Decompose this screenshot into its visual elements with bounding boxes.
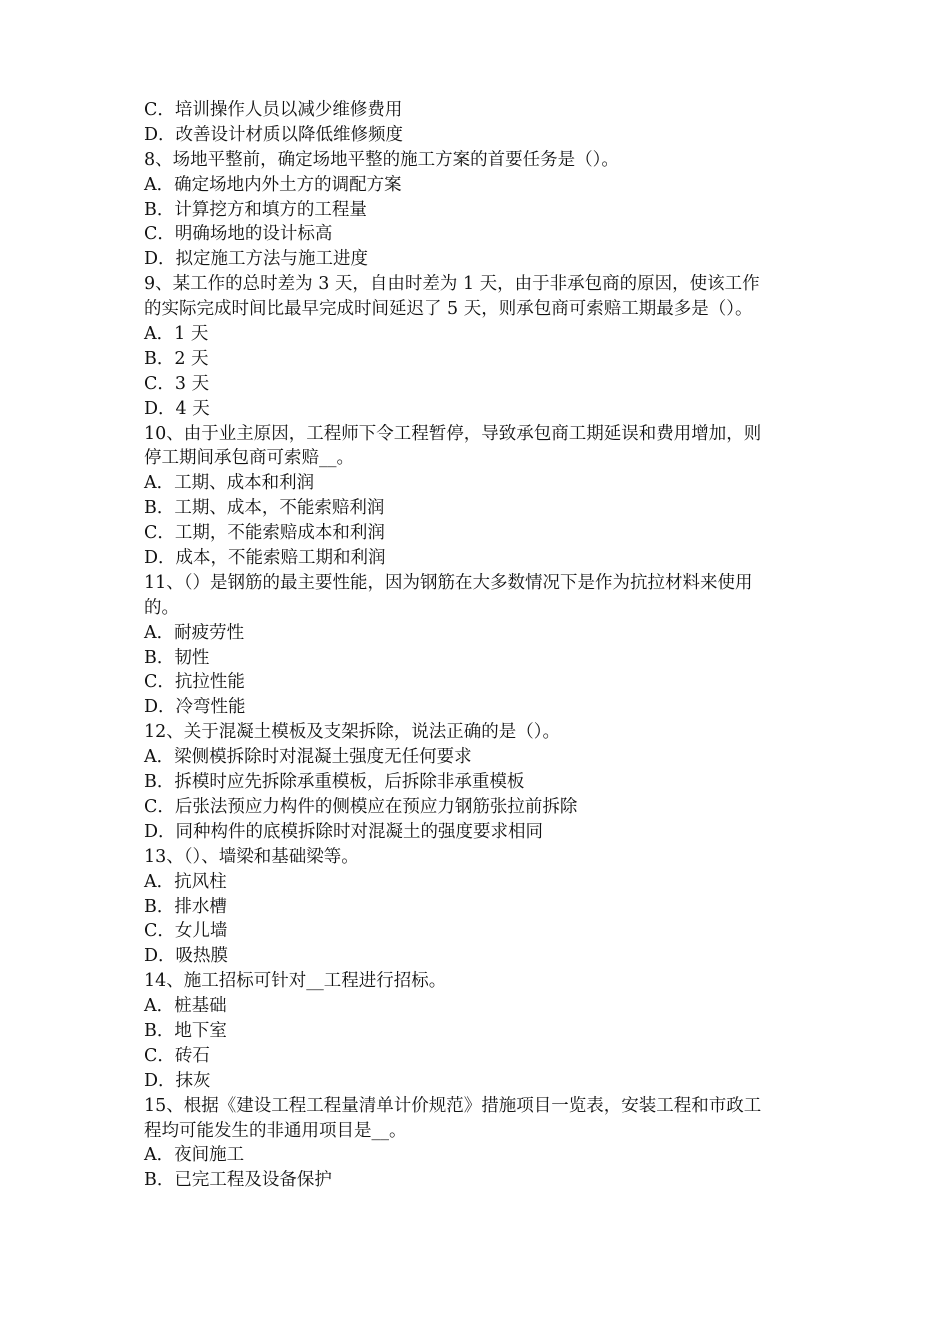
option-line: C．抗拉性能 xyxy=(144,672,245,693)
option-line: A．确定场地内外土方的调配方案 xyxy=(144,174,402,195)
option-line: A．1 天 xyxy=(144,324,209,345)
question-line: 的。 xyxy=(144,597,179,618)
option-line: B．拆模时应先拆除承重模板，后拆除非承重模板 xyxy=(144,772,525,793)
option-line: C．培训操作人员以减少维修费用 xyxy=(144,100,403,120)
option-line: B．2 天 xyxy=(144,348,209,369)
option-line: B．排水槽 xyxy=(144,896,227,917)
option-line: D．成本，不能索赔工期和利润 xyxy=(144,548,386,569)
option-line: A．夜间施工 xyxy=(144,1145,245,1166)
option-line: C．后张法预应力构件的侧模应在预应力钢筋张拉前拆除 xyxy=(144,796,578,817)
option-line: C．女儿墙 xyxy=(144,921,228,942)
option-line: A．桩基础 xyxy=(144,996,227,1017)
option-line: B．地下室 xyxy=(144,1020,227,1041)
question-line: 停工期间承包商可索赔__。 xyxy=(144,448,354,469)
option-line: D．拟定施工方法与施工进度 xyxy=(144,249,369,270)
question-line: 9、某工作的总时差为 3 天，自由时差为 1 天，由于非承包商的原因，使该工作 xyxy=(144,274,760,295)
question-line: 15、根据《建设工程工程量清单计价规范》措施项目一览表，安装工程和市政工 xyxy=(144,1095,762,1116)
option-line: A．耐疲劳性 xyxy=(144,622,245,643)
option-line: D．冷弯性能 xyxy=(144,697,246,718)
option-line: D．改善设计材质以降低维修频度 xyxy=(144,124,404,145)
question-line: 10、由于业主原因，工程师下令工程暂停，导致承包商工期延误和费用增加，则 xyxy=(144,423,762,444)
question-line: 13、（）、墙梁和基础梁等。 xyxy=(144,846,359,867)
option-line: C．工期，不能索赔成本和利润 xyxy=(144,523,385,544)
option-line: D．吸热膜 xyxy=(144,946,229,967)
option-line: C．3 天 xyxy=(144,373,210,394)
option-line: A．抗风柱 xyxy=(144,871,227,892)
question-line: 11、（）是钢筋的最主要性能，因为钢筋在大多数情况下是作为抗拉材料来使用 xyxy=(144,572,753,593)
option-line: B．计算挖方和填方的工程量 xyxy=(144,199,367,220)
question-line: 14、施工招标可针对__工程进行招标。 xyxy=(144,971,447,992)
option-line: D．4 天 xyxy=(144,398,210,419)
option-line: D．抹灰 xyxy=(144,1070,211,1091)
document-body xyxy=(144,98,824,1193)
option-line: B．韧性 xyxy=(144,647,210,668)
option-line: D．同种构件的底模拆除时对混凝土的强度要求相同 xyxy=(144,821,544,842)
option-line: A．梁侧模拆除时对混凝土强度无任何要求 xyxy=(144,747,472,768)
option-line: C．明确场地的设计标高 xyxy=(144,224,333,245)
question-line: 8、场地平整前，确定场地平整的施工方案的首要任务是（）。 xyxy=(144,149,619,170)
question-line: 的实际完成时间比最早完成时间延迟了 5 天，则承包商可索赔工期最多是（）。 xyxy=(144,299,753,320)
option-line: C．砖石 xyxy=(144,1045,210,1066)
option-line: B．工期、成本，不能索赔利润 xyxy=(144,498,385,519)
question-line: 12、关于混凝土模板及支架拆除，说法正确的是（）。 xyxy=(144,722,561,743)
option-line: A．工期、成本和利润 xyxy=(144,473,315,494)
question-line: 程均可能发生的非通用项目是__。 xyxy=(144,1120,407,1141)
option-line: B．已完工程及设备保护 xyxy=(144,1170,332,1191)
